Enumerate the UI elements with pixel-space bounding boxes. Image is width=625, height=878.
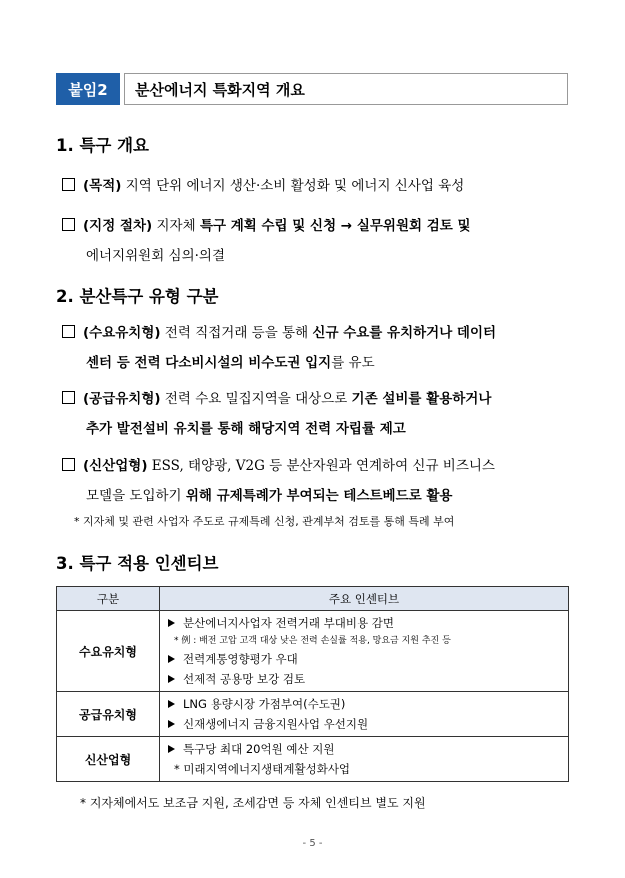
row-category: 공급유치형	[57, 692, 160, 737]
list-item: 분산에너지사업자 전력거래 부대비용 감면	[168, 613, 568, 633]
section2-footnote: * 지자체 및 관련 사업자 주도로 규제특례 신청, 관계부처 검토를 통해 특례 부여	[74, 515, 455, 528]
checkbox-square-icon	[62, 218, 75, 231]
table-header-incentive: 주요 인센티브	[160, 587, 569, 611]
checkbox-square-icon	[62, 178, 75, 191]
table-row	[57, 611, 569, 692]
section3-footnote: * 지자체에서도 보조금 지원, 조세감면 등 자체 인센티브 별도 지원	[80, 796, 426, 810]
demand-type-item: (수요유치형) 전력 직접거래 등을 통해 신규 수요를 유치하거나 데이터 센터 등 전력 다소비시설의 비수도권 입지를 유도	[62, 318, 572, 378]
list-item-note: * 미래지역에너지생태계활성화사업	[174, 762, 351, 776]
row-incentives	[160, 737, 569, 782]
table-row	[57, 737, 569, 782]
table-header-row	[57, 587, 569, 611]
purpose-item: (목적) 지역 단위 에너지 생산·소비 활성화 및 에너지 신사업 육성	[62, 171, 572, 201]
section3-heading: 3. 특구 적용 인센티브	[56, 554, 219, 573]
section1-heading: 1. 특구 개요	[56, 136, 149, 155]
attachment-tag: 붙임2	[56, 73, 120, 105]
row-category: 신산업형	[57, 737, 160, 782]
table-row	[57, 692, 569, 737]
newbiz-type-item: (신산업형) ESS, 태양광, V2G 등 분산자원과 연계하여 신규 비즈니스 모델을 도입하기 위해 규제특례가 부여되는 테스트베드로 활용	[62, 451, 572, 511]
list-item: 신재생에너지 금융지원사업 우선지원	[168, 714, 568, 734]
list-item: 특구당 최대 20억원 예산 지원	[168, 739, 568, 759]
bullet-triangle-icon	[168, 675, 175, 683]
bullet-triangle-icon	[168, 619, 175, 627]
checkbox-square-icon	[62, 458, 75, 471]
list-item: 전력계통영향평가 우대	[168, 649, 568, 669]
checkbox-square-icon	[62, 325, 75, 338]
page-number: - 5 -	[302, 838, 323, 849]
table-header-category: 구분	[57, 587, 160, 611]
procedure-item: (지정 절차) 지자체 특구 계획 수립 및 신청 → 실무위원회 검토 및 에너지위원회 심의·의결	[62, 211, 572, 271]
incentive-table	[56, 586, 569, 782]
list-item: LNG 용량시장 가점부여(수도권)	[168, 694, 568, 714]
section2-heading: 2. 분산특구 유형 구분	[56, 287, 219, 306]
supply-type-item: (공급유치형) 전력 수요 밀집지역을 대상으로 기존 설비를 활용하거나 추가 발전설비 유치를 통해 해당지역 전력 자립률 제고	[62, 384, 572, 444]
row-category: 수요유치형	[57, 611, 160, 692]
document-title-text: 분산에너지 특화지역 개요	[135, 80, 305, 99]
bullet-triangle-icon	[168, 720, 175, 728]
bullet-triangle-icon	[168, 655, 175, 663]
row-incentives	[160, 611, 569, 692]
checkbox-square-icon	[62, 391, 75, 404]
list-item-note: * 例 : 배전 고압 고객 대상 낮은 전력 손실률 적용, 망요금 지원 추진 등	[174, 636, 451, 646]
list-item: 선제적 공용망 보강 검토	[168, 669, 568, 689]
row-incentives	[160, 692, 569, 737]
bullet-triangle-icon	[168, 745, 175, 753]
bullet-triangle-icon	[168, 700, 175, 708]
document-title	[124, 73, 568, 105]
